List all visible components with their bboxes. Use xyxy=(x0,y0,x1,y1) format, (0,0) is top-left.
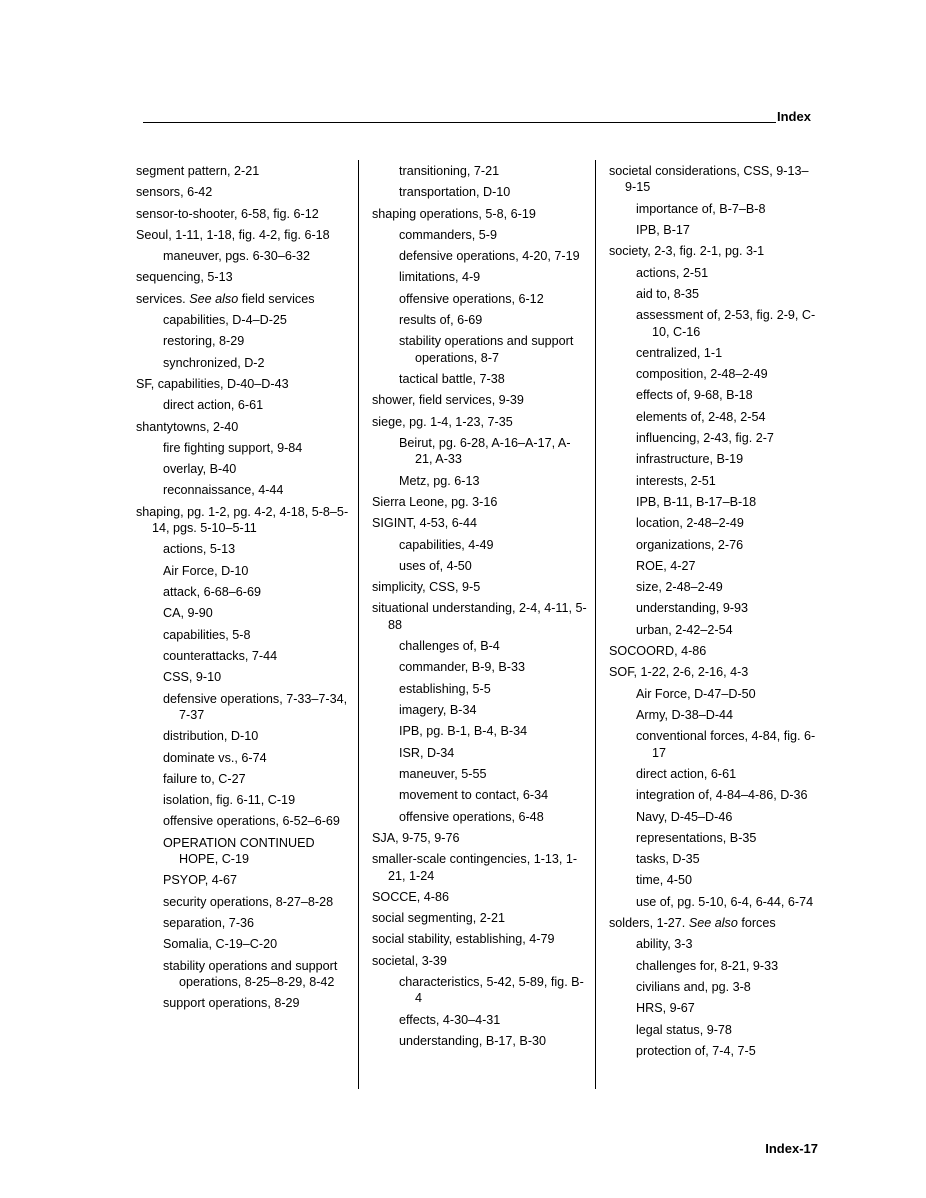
index-subentry: Navy, D-45–D-46 xyxy=(636,809,733,824)
index-subentry: challenges of, B-4 xyxy=(399,639,500,654)
index-entry: societal, 3-39 xyxy=(372,953,447,968)
index-subentry: commanders, 5-9 xyxy=(399,227,497,242)
index-subentry: offensive operations, 6-48 xyxy=(399,809,544,824)
index-subentry: maneuver, pgs. 6-30–6-32 xyxy=(163,249,311,264)
index-subentry: CSS, 9-10 xyxy=(163,670,222,685)
index-subentry: restoring, 8-29 xyxy=(163,334,245,349)
index-subentry: distribution, D-10 xyxy=(163,729,259,744)
index-subentry: assessment of, 2-53, fig. 2-9, C-10, C-16 xyxy=(636,308,816,339)
index-entry: services. See also field services xyxy=(136,291,315,306)
index-subentry: elements of, 2-48, 2-54 xyxy=(636,409,766,424)
index-subentry: HRS, 9-67 xyxy=(636,1001,695,1016)
index-subentry: OPERATION CONTINUED HOPE, C-19 xyxy=(163,835,315,867)
index-entry: SOCCE, 4-86 xyxy=(372,889,449,904)
index-subentry: attack, 6-68–6-69 xyxy=(163,585,262,600)
index-entry: society, 2-3, fig. 2-1, pg. 3-1 xyxy=(609,244,765,259)
index-subentry: size, 2-48–2-49 xyxy=(636,580,723,595)
index-subentry: fire fighting support, 9-84 xyxy=(163,440,303,455)
index-entry: segment pattern, 2-21 xyxy=(136,164,260,178)
index-subentry: transitioning, 7-21 xyxy=(399,164,500,178)
index-subentry: actions, 2-51 xyxy=(636,265,709,280)
index-subentry: PSYOP, 4-67 xyxy=(163,873,237,888)
index-subentry: composition, 2-48–2-49 xyxy=(636,367,768,382)
index-subentry: Air Force, D-10 xyxy=(163,563,249,578)
index-entry: sensors, 6-42 xyxy=(136,185,213,200)
index-subentry: stability operations and support operations, 8-25–8-29, 8-42 xyxy=(163,958,338,990)
index-subentry: defensive operations, 4-20, 7-19 xyxy=(399,249,580,264)
index-subentry: offensive operations, 6-12 xyxy=(399,291,544,306)
index-column-3 xyxy=(609,163,819,1064)
index-entry: SOCOORD, 4-86 xyxy=(609,644,707,659)
column-divider-2 xyxy=(595,160,596,1089)
page-number: Index-17 xyxy=(765,1141,818,1156)
index-subentry: integration of, 4-84–4-86, D-36 xyxy=(636,788,808,803)
index-subentry: maneuver, 5-55 xyxy=(399,766,487,781)
index-subentry: representations, B-35 xyxy=(636,830,757,845)
index-subentry: organizations, 2-76 xyxy=(636,537,744,552)
index-subentry: protection of, 7-4, 7-5 xyxy=(636,1043,756,1058)
index-subentry: stability operations and support operations, 8-7 xyxy=(399,334,574,365)
index-subentry: counterattacks, 7-44 xyxy=(163,648,278,663)
index-entry: siege, pg. 1-4, 1-23, 7-35 xyxy=(372,414,513,429)
index-subentry: importance of, B-7–B-8 xyxy=(636,201,766,216)
index-entry: social segmenting, 2-21 xyxy=(372,911,506,926)
index-subentry: actions, 5-13 xyxy=(163,542,236,557)
index-subentry: conventional forces, 4-84, fig. 6-17 xyxy=(636,729,816,760)
index-entry: shaping, pg. 1-2, pg. 4-2, 4-18, 5-8–5-14, pgs. 5-10–5-11 xyxy=(136,504,349,536)
index-subentry: characteristics, 5-42, 5-89, fig. B-4 xyxy=(399,975,584,1006)
index-subentry: capabilities, D-4–D-25 xyxy=(163,313,287,328)
index-subentry: reconnaissance, 4-44 xyxy=(163,483,284,498)
index-subentry: effects of, 9-68, B-18 xyxy=(636,388,753,403)
index-subentry: understanding, 9-93 xyxy=(636,601,749,616)
index-entry: SOF, 1-22, 2-6, 2-16, 4-3 xyxy=(609,665,749,680)
index-subentry: time, 4-50 xyxy=(636,873,692,888)
index-entry: smaller-scale contingencies, 1-13, 1-21, 1-24 xyxy=(372,852,578,883)
index-subentry: overlay, B-40 xyxy=(163,462,237,477)
index-subentry: Somalia, C-19–C-20 xyxy=(163,937,278,952)
index-subentry: limitations, 4-9 xyxy=(399,270,481,285)
index-column-1 xyxy=(136,163,352,1017)
header-rule xyxy=(143,122,776,123)
index-subentry: failure to, C-27 xyxy=(163,771,246,786)
index-subentry: direct action, 6-61 xyxy=(163,398,264,413)
index-entry: SIGINT, 4-53, 6-44 xyxy=(372,516,477,531)
index-subentry: security operations, 8-27–8-28 xyxy=(163,894,334,909)
index-subentry: transportation, D-10 xyxy=(399,185,511,200)
index-entry: SJA, 9-75, 9-76 xyxy=(372,830,460,845)
index-subentry: ability, 3-3 xyxy=(636,937,693,952)
column-divider-1 xyxy=(358,160,359,1089)
index-subentry: centralized, 1-1 xyxy=(636,345,723,360)
index-entry: shower, field services, 9-39 xyxy=(372,393,524,408)
index-subentry: imagery, B-34 xyxy=(399,703,477,718)
index-subentry: movement to contact, 6-34 xyxy=(399,788,549,803)
page-header-title: Index xyxy=(777,109,811,124)
index-subentry: understanding, B-17, B-30 xyxy=(399,1034,547,1049)
index-entry: situational understanding, 2-4, 4-11, 5-88 xyxy=(372,601,587,632)
index-subentry: defensive operations, 7-33–7-34, 7-37 xyxy=(163,691,348,722)
index-entry: Seoul, 1-11, 1-18, fig. 4-2, fig. 6-18 xyxy=(136,227,330,242)
index-subentry: tactical battle, 7-38 xyxy=(399,372,505,387)
index-subentry: direct action, 6-61 xyxy=(636,766,737,781)
index-entry: Sierra Leone, pg. 3-16 xyxy=(372,494,498,509)
index-subentry: Army, D-38–D-44 xyxy=(636,707,734,722)
index-subentry: Beirut, pg. 6-28, A-16–A-17, A-21, A-33 xyxy=(399,435,571,467)
index-entry: social stability, establishing, 4-79 xyxy=(372,932,555,947)
index-subentry: legal status, 9-78 xyxy=(636,1022,732,1037)
index-subentry: IPB, B-11, B-17–B-18 xyxy=(636,494,757,509)
index-subentry: Metz, pg. 6-13 xyxy=(399,473,480,488)
index-subentry: Air Force, D-47–D-50 xyxy=(636,686,756,701)
index-subentry: results of, 6-69 xyxy=(399,313,483,328)
index-subentry: tasks, D-35 xyxy=(636,852,700,867)
index-entry: sensor-to-shooter, 6-58, fig. 6-12 xyxy=(136,206,319,221)
index-column-2 xyxy=(372,163,587,1054)
index-entry: SF, capabilities, D-40–D-43 xyxy=(136,376,289,391)
index-subentry: influencing, 2-43, fig. 2-7 xyxy=(636,431,774,446)
index-subentry: ISR, D-34 xyxy=(399,745,455,760)
index-subentry: ROE, 4-27 xyxy=(636,558,696,573)
index-subentry: CA, 9-90 xyxy=(163,606,213,621)
index-subentry: interests, 2-51 xyxy=(636,473,716,488)
index-subentry: capabilities, 5-8 xyxy=(163,627,251,642)
index-subentry: isolation, fig. 6-11, C-19 xyxy=(163,793,296,808)
index-subentry: synchronized, D-2 xyxy=(163,355,265,370)
index-subentry: establishing, 5-5 xyxy=(399,681,491,696)
index-subentry: aid to, 8-35 xyxy=(636,286,700,301)
index-subentry: uses of, 4-50 xyxy=(399,558,472,573)
index-subentry: IPB, B-17 xyxy=(636,223,690,237)
index-subentry: effects, 4-30–4-31 xyxy=(399,1012,501,1027)
index-subentry: use of, pg. 5-10, 6-4, 6-44, 6-74 xyxy=(636,894,814,909)
index-entry: solders, 1-27. See also forces xyxy=(609,916,776,931)
index-subentry: infrastructure, B-19 xyxy=(636,452,744,467)
index-entry: simplicity, CSS, 9-5 xyxy=(372,580,481,595)
index-entry: shantytowns, 2-40 xyxy=(136,419,239,434)
index-subentry: challenges for, 8-21, 9-33 xyxy=(636,958,779,973)
index-subentry: capabilities, 4-49 xyxy=(399,537,494,552)
index-entry: shaping operations, 5-8, 6-19 xyxy=(372,206,536,221)
index-subentry: offensive operations, 6-52–6-69 xyxy=(163,814,340,829)
index-entry: societal considerations, CSS, 9-13–9-15 xyxy=(609,164,809,195)
index-subentry: dominate vs., 6-74 xyxy=(163,750,267,765)
index-subentry: IPB, pg. B-1, B-4, B-34 xyxy=(399,724,528,739)
index-entry: sequencing, 5-13 xyxy=(136,270,233,285)
index-subentry: urban, 2-42–2-54 xyxy=(636,622,733,637)
index-subentry: separation, 7-36 xyxy=(163,916,255,931)
index-subentry: commander, B-9, B-33 xyxy=(399,660,525,675)
index-subentry: civilians and, pg. 3-8 xyxy=(636,979,751,994)
index-subentry: location, 2-48–2-49 xyxy=(636,516,744,531)
index-subentry: support operations, 8-29 xyxy=(163,996,300,1011)
